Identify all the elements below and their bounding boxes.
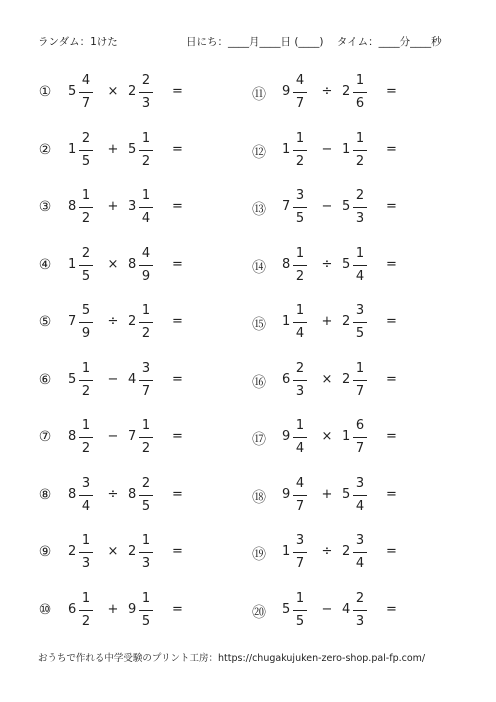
problem-4 bbox=[36, 245, 216, 289]
whole-part: 2 bbox=[342, 314, 351, 329]
fraction-bar bbox=[139, 495, 153, 496]
denominator: 2 bbox=[295, 268, 305, 284]
numerator: 3 bbox=[141, 360, 151, 376]
denominator: 3 bbox=[355, 211, 365, 226]
problem-number: ⑨ bbox=[38, 544, 52, 560]
denominator: 2 bbox=[355, 153, 365, 169]
numerator: 3 bbox=[355, 303, 365, 318]
numerator: 1 bbox=[81, 533, 91, 548]
fraction bbox=[353, 532, 367, 573]
problem-16 bbox=[250, 360, 430, 404]
whole-part: 5 bbox=[68, 84, 77, 99]
equals-sign: = bbox=[386, 544, 397, 559]
problem-number: ⑥ bbox=[38, 371, 52, 388]
fraction-bar bbox=[79, 92, 93, 93]
fraction bbox=[79, 532, 93, 573]
numerator: 1 bbox=[141, 533, 151, 548]
whole-part: 8 bbox=[282, 256, 291, 272]
equals-sign: = bbox=[386, 601, 397, 617]
numerator: 2 bbox=[355, 188, 365, 203]
numerator: 4 bbox=[141, 245, 151, 261]
equals-sign: = bbox=[386, 371, 397, 387]
denominator: 5 bbox=[81, 153, 91, 169]
equals-sign: = bbox=[172, 429, 183, 444]
equals-sign: = bbox=[386, 141, 397, 157]
fraction bbox=[139, 245, 153, 286]
fraction-bar bbox=[353, 92, 367, 93]
fraction-bar bbox=[139, 265, 153, 266]
operator: + bbox=[321, 314, 333, 329]
whole-part: 1 bbox=[282, 544, 291, 559]
whole-part: 8 bbox=[68, 199, 77, 214]
operator: − bbox=[107, 371, 119, 387]
fraction-bar bbox=[79, 610, 93, 611]
numerator: 5 bbox=[81, 303, 91, 318]
problem-number: ⑬ bbox=[252, 202, 266, 218]
equals-sign: = bbox=[172, 371, 183, 387]
fraction-bar bbox=[353, 495, 367, 496]
fraction-bar bbox=[139, 207, 153, 208]
problem-2 bbox=[36, 130, 216, 174]
fraction-bar bbox=[353, 150, 367, 151]
operator: ÷ bbox=[107, 486, 119, 502]
fraction bbox=[139, 590, 153, 631]
numerator: 1 bbox=[355, 130, 365, 146]
numerator: 2 bbox=[81, 245, 91, 261]
numerator: 1 bbox=[355, 360, 365, 376]
whole-part: 1 bbox=[68, 141, 77, 157]
fraction bbox=[139, 532, 153, 573]
problem-number: ④ bbox=[38, 256, 52, 273]
operator: ÷ bbox=[321, 256, 333, 272]
numerator: 6 bbox=[355, 418, 365, 433]
whole-part: 4 bbox=[128, 371, 137, 387]
fraction-bar bbox=[293, 322, 307, 323]
problem-7 bbox=[36, 417, 216, 461]
denominator: 2 bbox=[141, 441, 151, 456]
fraction-bar bbox=[139, 610, 153, 611]
numerator: 2 bbox=[295, 360, 305, 376]
fraction-bar bbox=[79, 265, 93, 266]
problem-14 bbox=[250, 245, 430, 289]
numerator: 3 bbox=[81, 475, 91, 491]
denominator: 3 bbox=[141, 96, 151, 111]
equals-sign: = bbox=[172, 601, 183, 617]
footer-credit: おうちで作れる中学受験のプリント工房：https://chugakujuken-zero-shop.pal-fp.com/ bbox=[38, 653, 426, 664]
denominator: 5 bbox=[295, 211, 305, 226]
fraction bbox=[293, 302, 307, 343]
numerator: 1 bbox=[295, 303, 305, 318]
whole-part: 8 bbox=[68, 429, 77, 444]
denominator: 4 bbox=[355, 556, 365, 571]
fraction-bar bbox=[353, 610, 367, 611]
fraction-bar bbox=[139, 92, 153, 93]
fraction bbox=[293, 245, 307, 286]
fraction-bar bbox=[293, 437, 307, 438]
fraction-bar bbox=[353, 207, 367, 208]
equals-sign: = bbox=[172, 256, 183, 272]
denominator: 4 bbox=[295, 326, 305, 341]
date-time-fields: 日にち：____月____日 (____) タイム：____分____秒 bbox=[186, 36, 442, 48]
problem-5 bbox=[36, 302, 216, 346]
fraction bbox=[79, 475, 93, 516]
whole-part: 7 bbox=[68, 314, 77, 329]
denominator: 7 bbox=[141, 383, 151, 399]
numerator: 1 bbox=[355, 245, 365, 261]
fraction-bar bbox=[79, 552, 93, 553]
denominator: 4 bbox=[355, 498, 365, 514]
denominator: 2 bbox=[81, 383, 91, 399]
numerator: 1 bbox=[141, 418, 151, 433]
fraction-bar bbox=[293, 150, 307, 151]
denominator: 2 bbox=[81, 613, 91, 629]
denominator: 4 bbox=[295, 441, 305, 456]
numerator: 2 bbox=[355, 590, 365, 606]
fraction-bar bbox=[293, 380, 307, 381]
whole-part: 2 bbox=[342, 544, 351, 559]
equals-sign: = bbox=[386, 486, 397, 502]
denominator: 3 bbox=[81, 556, 91, 571]
equals-sign: = bbox=[172, 141, 183, 157]
problem-number: ⑤ bbox=[38, 314, 52, 330]
problem-3 bbox=[36, 187, 216, 231]
problem-18 bbox=[250, 475, 430, 519]
problem-number: ⑯ bbox=[252, 374, 266, 391]
whole-part: 2 bbox=[128, 314, 137, 329]
fraction-bar bbox=[79, 322, 93, 323]
denominator: 3 bbox=[355, 613, 365, 629]
denominator: 7 bbox=[355, 383, 365, 399]
numerator: 1 bbox=[141, 590, 151, 606]
fraction bbox=[79, 590, 93, 631]
problem-19 bbox=[250, 532, 430, 576]
fraction-bar bbox=[139, 437, 153, 438]
problem-number: ⑱ bbox=[252, 489, 266, 506]
fraction bbox=[139, 360, 153, 401]
fraction bbox=[79, 360, 93, 401]
problem-17 bbox=[250, 417, 430, 461]
numerator: 1 bbox=[141, 130, 151, 146]
fraction bbox=[139, 302, 153, 343]
problem-20 bbox=[250, 590, 430, 634]
fraction bbox=[139, 417, 153, 458]
denominator: 4 bbox=[141, 211, 151, 226]
problem-10 bbox=[36, 590, 216, 634]
fraction bbox=[293, 417, 307, 458]
whole-part: 9 bbox=[282, 486, 291, 502]
fraction bbox=[353, 245, 367, 286]
fraction bbox=[293, 590, 307, 631]
whole-part: 7 bbox=[128, 429, 137, 444]
denominator: 2 bbox=[141, 326, 151, 341]
fraction bbox=[353, 590, 367, 631]
numerator: 1 bbox=[81, 188, 91, 203]
operator: − bbox=[321, 199, 333, 214]
worksheet-title: ランダム：1けた bbox=[38, 36, 118, 48]
denominator: 6 bbox=[355, 96, 365, 111]
operator: + bbox=[107, 141, 119, 157]
equals-sign: = bbox=[172, 199, 183, 214]
numerator: 3 bbox=[355, 533, 365, 548]
whole-part: 5 bbox=[342, 486, 351, 502]
denominator: 7 bbox=[295, 96, 305, 111]
operator: × bbox=[107, 84, 119, 99]
whole-part: 3 bbox=[128, 199, 137, 214]
fraction bbox=[353, 360, 367, 401]
fraction-bar bbox=[293, 610, 307, 611]
denominator: 2 bbox=[295, 153, 305, 169]
fraction-bar bbox=[353, 380, 367, 381]
numerator: 1 bbox=[141, 188, 151, 203]
problem-number: ⑳ bbox=[252, 604, 266, 621]
fraction bbox=[353, 302, 367, 343]
operator: − bbox=[321, 601, 333, 617]
whole-part: 1 bbox=[282, 141, 291, 157]
equals-sign: = bbox=[172, 486, 183, 502]
fraction bbox=[353, 475, 367, 516]
whole-part: 2 bbox=[342, 84, 351, 99]
denominator: 2 bbox=[81, 441, 91, 456]
whole-part: 8 bbox=[128, 486, 137, 502]
numerator: 4 bbox=[81, 73, 91, 88]
numerator: 3 bbox=[355, 475, 365, 491]
whole-part: 2 bbox=[68, 544, 77, 559]
problem-number: ⑫ bbox=[252, 144, 266, 161]
denominator: 9 bbox=[141, 268, 151, 284]
fraction-bar bbox=[293, 92, 307, 93]
fraction bbox=[139, 187, 153, 228]
fraction bbox=[353, 417, 367, 458]
fraction-bar bbox=[293, 207, 307, 208]
fraction-bar bbox=[353, 552, 367, 553]
fraction bbox=[139, 475, 153, 516]
equals-sign: = bbox=[172, 314, 183, 329]
operator: × bbox=[321, 371, 333, 387]
numerator: 2 bbox=[141, 73, 151, 88]
problem-number: ⑪ bbox=[252, 87, 266, 103]
equals-sign: = bbox=[172, 544, 183, 559]
whole-part: 1 bbox=[68, 256, 77, 272]
whole-part: 5 bbox=[128, 141, 137, 157]
whole-part: 6 bbox=[282, 371, 291, 387]
denominator: 4 bbox=[81, 498, 91, 514]
denominator: 2 bbox=[141, 153, 151, 169]
whole-part: 7 bbox=[282, 199, 291, 214]
denominator: 4 bbox=[355, 268, 365, 284]
operator: ÷ bbox=[321, 544, 333, 559]
denominator: 9 bbox=[81, 326, 91, 341]
fraction bbox=[79, 245, 93, 286]
whole-part: 1 bbox=[282, 314, 291, 329]
problem-number: ⑲ bbox=[252, 547, 266, 563]
numerator: 4 bbox=[295, 73, 305, 88]
fraction bbox=[353, 72, 367, 113]
fraction bbox=[79, 302, 93, 343]
operator: + bbox=[107, 601, 119, 617]
fraction bbox=[353, 187, 367, 228]
fraction bbox=[293, 187, 307, 228]
numerator: 3 bbox=[295, 188, 305, 203]
whole-part: 2 bbox=[128, 84, 137, 99]
fraction-bar bbox=[293, 552, 307, 553]
operator: − bbox=[321, 141, 333, 157]
denominator: 5 bbox=[81, 268, 91, 284]
numerator: 2 bbox=[81, 130, 91, 146]
numerator: 1 bbox=[355, 73, 365, 88]
fraction bbox=[293, 360, 307, 401]
problem-number: ⑰ bbox=[252, 432, 266, 448]
numerator: 1 bbox=[295, 130, 305, 146]
fraction-bar bbox=[353, 322, 367, 323]
equals-sign: = bbox=[386, 199, 397, 214]
whole-part: 9 bbox=[282, 84, 291, 99]
denominator: 7 bbox=[81, 96, 91, 111]
fraction bbox=[139, 72, 153, 113]
numerator: 1 bbox=[81, 418, 91, 433]
fraction-bar bbox=[79, 495, 93, 496]
problem-number: ③ bbox=[38, 199, 52, 215]
problem-8 bbox=[36, 475, 216, 519]
fraction bbox=[79, 72, 93, 113]
operator: + bbox=[321, 486, 333, 502]
problem-number: ⑩ bbox=[38, 601, 52, 618]
whole-part: 2 bbox=[342, 371, 351, 387]
fraction-bar bbox=[353, 265, 367, 266]
fraction bbox=[353, 130, 367, 171]
problem-9 bbox=[36, 532, 216, 576]
numerator: 1 bbox=[81, 360, 91, 376]
fraction-bar bbox=[79, 207, 93, 208]
operator: − bbox=[107, 429, 119, 444]
denominator: 3 bbox=[141, 556, 151, 571]
problem-number: ② bbox=[38, 141, 52, 158]
fraction-bar bbox=[79, 380, 93, 381]
operator: + bbox=[107, 199, 119, 214]
whole-part: 8 bbox=[128, 256, 137, 272]
denominator: 7 bbox=[295, 556, 305, 571]
numerator: 4 bbox=[295, 475, 305, 491]
denominator: 7 bbox=[295, 498, 305, 514]
fraction-bar bbox=[139, 322, 153, 323]
whole-part: 5 bbox=[282, 601, 291, 617]
numerator: 3 bbox=[295, 533, 305, 548]
whole-part: 1 bbox=[342, 429, 351, 444]
fraction bbox=[139, 130, 153, 171]
denominator: 5 bbox=[355, 326, 365, 341]
problem-number: ⑦ bbox=[38, 429, 52, 445]
equals-sign: = bbox=[386, 84, 397, 99]
whole-part: 5 bbox=[342, 199, 351, 214]
numerator: 1 bbox=[81, 590, 91, 606]
problem-11 bbox=[250, 72, 430, 116]
operator: × bbox=[107, 544, 119, 559]
whole-part: 5 bbox=[68, 371, 77, 387]
whole-part: 8 bbox=[68, 486, 77, 502]
fraction bbox=[293, 532, 307, 573]
fraction bbox=[79, 187, 93, 228]
denominator: 3 bbox=[295, 383, 305, 399]
equals-sign: = bbox=[386, 429, 397, 444]
whole-part: 6 bbox=[68, 601, 77, 617]
problem-1 bbox=[36, 72, 216, 116]
fraction-bar bbox=[79, 150, 93, 151]
numerator: 1 bbox=[295, 418, 305, 433]
operator: × bbox=[107, 256, 119, 272]
whole-part: 5 bbox=[342, 256, 351, 272]
problem-number: ① bbox=[38, 84, 52, 100]
fraction bbox=[293, 475, 307, 516]
problem-number: ⑧ bbox=[38, 486, 52, 503]
fraction bbox=[293, 130, 307, 171]
fraction bbox=[293, 72, 307, 113]
numerator: 1 bbox=[295, 590, 305, 606]
fraction-bar bbox=[139, 552, 153, 553]
equals-sign: = bbox=[386, 314, 397, 329]
denominator: 7 bbox=[355, 441, 365, 456]
whole-part: 9 bbox=[128, 601, 137, 617]
operator: ÷ bbox=[321, 84, 333, 99]
problem-15 bbox=[250, 302, 430, 346]
fraction-bar bbox=[79, 437, 93, 438]
fraction-bar bbox=[353, 437, 367, 438]
problem-6 bbox=[36, 360, 216, 404]
fraction bbox=[79, 130, 93, 171]
denominator: 5 bbox=[141, 498, 151, 514]
fraction-bar bbox=[139, 150, 153, 151]
whole-part: 1 bbox=[342, 141, 351, 157]
operator: × bbox=[321, 429, 333, 444]
numerator: 1 bbox=[141, 303, 151, 318]
equals-sign: = bbox=[172, 84, 183, 99]
problem-number: ⑮ bbox=[252, 317, 266, 333]
equals-sign: = bbox=[386, 256, 397, 272]
fraction-bar bbox=[293, 495, 307, 496]
numerator: 1 bbox=[295, 245, 305, 261]
whole-part: 4 bbox=[342, 601, 351, 617]
fraction-bar bbox=[139, 380, 153, 381]
whole-part: 9 bbox=[282, 429, 291, 444]
fraction bbox=[79, 417, 93, 458]
denominator: 5 bbox=[295, 613, 305, 629]
problem-number: ⑭ bbox=[252, 259, 266, 276]
numerator: 2 bbox=[141, 475, 151, 491]
problem-12 bbox=[250, 130, 430, 174]
problem-13 bbox=[250, 187, 430, 231]
fraction-bar bbox=[293, 265, 307, 266]
whole-part: 2 bbox=[128, 544, 137, 559]
denominator: 5 bbox=[141, 613, 151, 629]
operator: ÷ bbox=[107, 314, 119, 329]
denominator: 2 bbox=[81, 211, 91, 226]
